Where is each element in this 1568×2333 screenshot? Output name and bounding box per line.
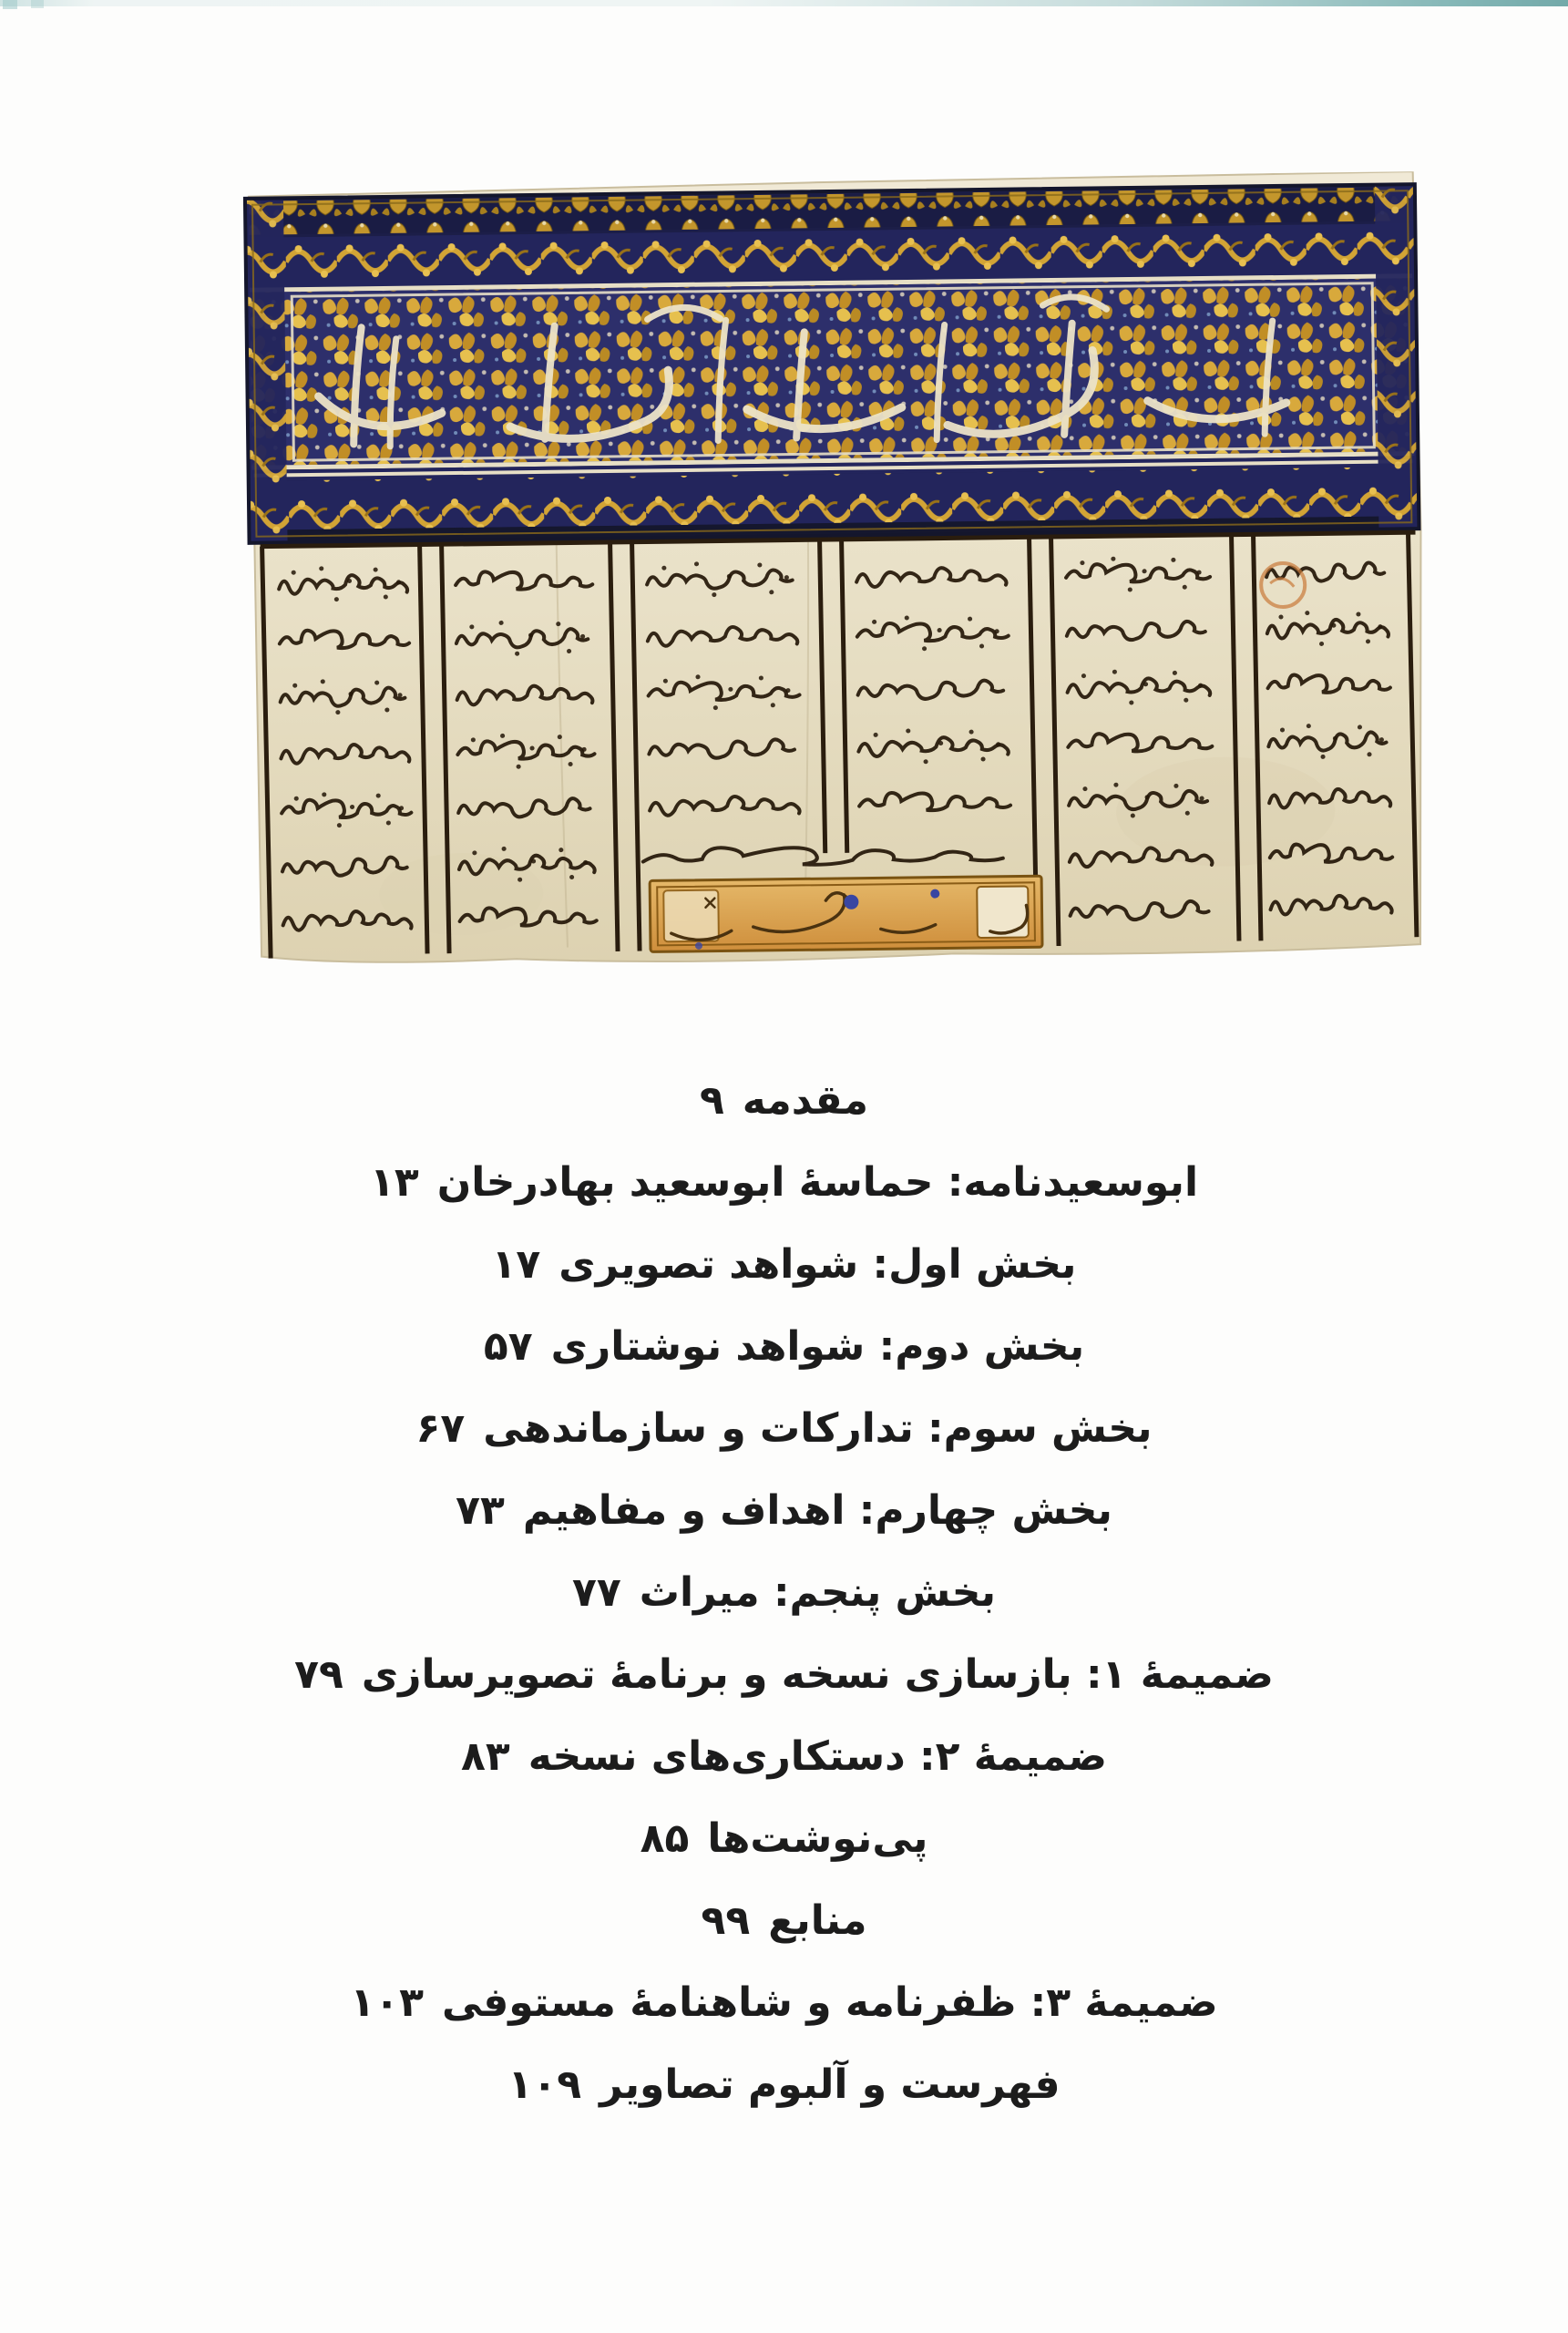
illumination-band — [245, 184, 1419, 543]
toc-entry — [0, 1551, 1568, 1633]
toc-entry — [0, 1305, 1568, 1387]
toc-entry-page: ۱۳ — [369, 1158, 419, 1206]
toc-entry-label: فهرست و آلبوم تصاویر — [600, 2061, 1061, 2108]
toc-entry-page: ۷۹ — [294, 1650, 343, 1698]
toc-entry-label: بخش چهارم: اهداف و مفاهیم — [522, 1486, 1112, 1534]
toc-entry-page: ۵۷ — [483, 1322, 533, 1370]
toc-entry — [0, 1387, 1568, 1469]
toc-entry — [0, 1469, 1568, 1551]
toc-entry — [0, 1715, 1568, 1797]
toc-entry-page: ۱۰۳ — [350, 1978, 424, 2026]
toc-list — [0, 1059, 1568, 2125]
toc-entry-label: منابع — [768, 1896, 867, 1944]
toc-entry-page: ۷۷ — [572, 1568, 621, 1616]
toc-entry-page: ۸۵ — [640, 1814, 690, 1862]
toc-entry-label: مقدمه — [742, 1076, 869, 1124]
toc-entry — [0, 1633, 1568, 1715]
toc-entry — [0, 1879, 1568, 1961]
toc-entry-label: بخش اول: شواهد تصویری — [559, 1240, 1077, 1288]
toc-entry-page: ۶۷ — [415, 1404, 466, 1452]
toc-entry — [0, 1223, 1568, 1305]
manuscript-art — [234, 171, 1430, 975]
toc-entry-page: ۹ — [699, 1076, 724, 1124]
toc-entry-label: ضمیمهٔ ۳: ظفرنامه و شاهنامهٔ مستوفی — [441, 1978, 1218, 2026]
toc-entry-page: ۸۳ — [461, 1732, 510, 1780]
toc-entry — [0, 1059, 1568, 1141]
toc-entry-label: ضمیمهٔ ۱: بازسازی نسخه و برنامهٔ تصویرسازی — [361, 1650, 1274, 1698]
toc-entry-label: ابوسعیدنامه: حماسهٔ ابوسعید بهادرخان — [436, 1158, 1199, 1206]
rubric-cartouche — [650, 876, 1042, 951]
toc-entry — [0, 1961, 1568, 2043]
toc-entry — [0, 1797, 1568, 1879]
toc-entry-label: بخش پنجم: میراث — [639, 1568, 996, 1616]
scan-edge-strip — [0, 0, 1568, 6]
toc-entry-label: بخش دوم: شواهد نوشتاری — [550, 1322, 1085, 1370]
toc-entry-page: ۱۷ — [491, 1240, 541, 1288]
toc-entry-label: پی‌نوشت‌ها — [707, 1814, 928, 1862]
toc-entry-label: بخش سوم: تدارکات و سازماندهی — [483, 1404, 1153, 1452]
toc-entry-label: ضمیمهٔ ۲: دستکاری‌های نسخه — [528, 1732, 1107, 1780]
toc-entry — [0, 1141, 1568, 1223]
toc-entry-page: ۹۹ — [701, 1896, 751, 1944]
toc-entry — [0, 2043, 1568, 2125]
toc-entry-page: ۱۰۹ — [507, 2061, 582, 2108]
manuscript-photo — [234, 171, 1430, 975]
toc-entry-page: ۷۳ — [456, 1486, 505, 1534]
